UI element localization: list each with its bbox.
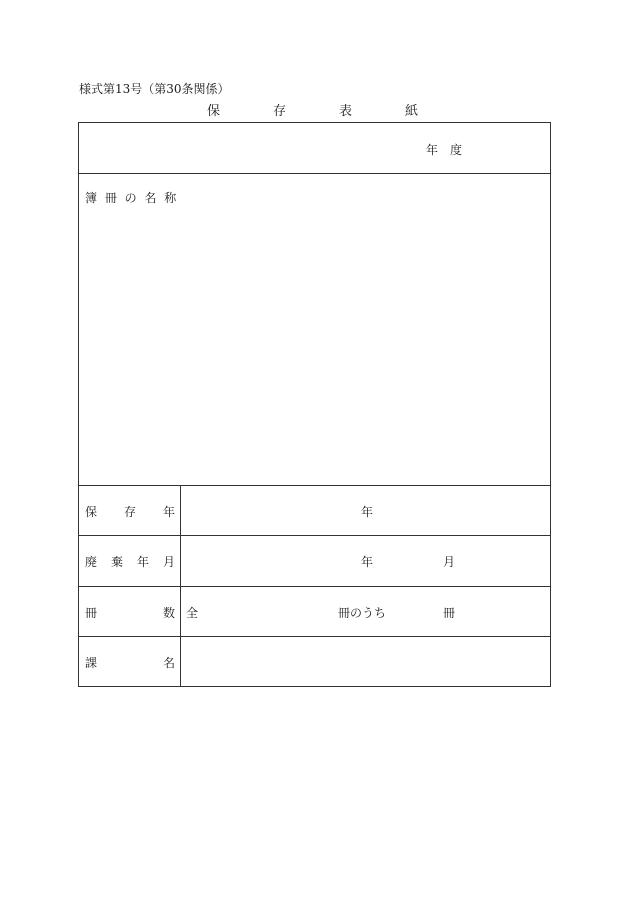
- page-title: 保存表紙: [207, 104, 472, 119]
- column-divider: [180, 485, 181, 686]
- label-char: 棄: [110, 555, 123, 569]
- row-divider: [79, 535, 550, 536]
- disposal-date-label: [85, 553, 175, 570]
- label-char: 数: [162, 606, 175, 620]
- row-divider: [79, 636, 550, 637]
- retention-years-unit: 年: [361, 505, 374, 519]
- label-char: 年: [162, 505, 175, 519]
- label-char: 月: [162, 555, 175, 569]
- fiscal-year-label: 年 度: [426, 143, 463, 157]
- volume-total-prefix: 全: [186, 606, 199, 620]
- disposal-year-unit: 年: [361, 555, 374, 569]
- volume-count-label: [85, 604, 175, 621]
- row-divider: [79, 485, 550, 486]
- retention-years-label: [85, 503, 175, 520]
- row-divider: [79, 586, 550, 587]
- row-divider: [79, 173, 550, 174]
- section-name-label: [85, 654, 175, 671]
- label-char: 年: [136, 555, 149, 569]
- label-char: 冊: [85, 606, 98, 620]
- label-char: 存: [123, 505, 136, 519]
- register-name-label: 簿 冊 の 名 称: [85, 191, 179, 205]
- label-char: 課: [85, 656, 98, 670]
- label-char: 保: [85, 505, 98, 519]
- volume-of-which: 冊のうち: [338, 606, 387, 620]
- form-number: 様式第13号（第30条関係）: [79, 82, 230, 96]
- disposal-month-unit: 月: [443, 555, 456, 569]
- label-char: 廃: [85, 555, 98, 569]
- volume-suffix: 冊: [443, 606, 456, 620]
- cover-form-table: [78, 122, 551, 687]
- label-char: 名: [162, 656, 175, 670]
